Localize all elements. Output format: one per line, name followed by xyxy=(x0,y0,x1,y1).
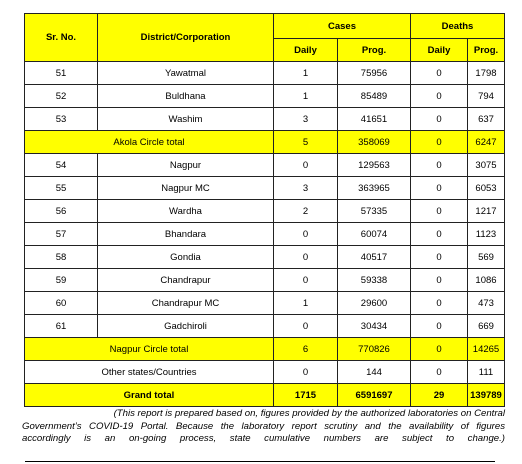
table-row xyxy=(25,108,505,131)
deaths-prog: 111 xyxy=(468,361,505,384)
district-name: Other states/Countries xyxy=(25,361,274,384)
cases-prog: 30434 xyxy=(338,315,411,338)
table-row xyxy=(25,177,505,200)
cases-prog: 75956 xyxy=(338,62,411,85)
deaths-prog: 1123 xyxy=(468,223,505,246)
deaths-daily: 0 xyxy=(411,131,468,154)
deaths-prog: 569 xyxy=(468,246,505,269)
deaths-daily: 0 xyxy=(411,154,468,177)
sr-no: 60 xyxy=(25,292,98,315)
cases-prog: 57335 xyxy=(338,200,411,223)
cases-daily: 0 xyxy=(274,269,338,292)
sr-no: 53 xyxy=(25,108,98,131)
deaths-prog: 14265 xyxy=(468,338,505,361)
cases-prog: 60074 xyxy=(338,223,411,246)
cases-daily: 1 xyxy=(274,85,338,108)
circle-total-row xyxy=(25,131,505,154)
deaths-daily: 0 xyxy=(411,223,468,246)
sr-no: 61 xyxy=(25,315,98,338)
deaths-daily: 0 xyxy=(411,85,468,108)
deaths-daily: 0 xyxy=(411,292,468,315)
grand-total-row xyxy=(25,384,505,407)
cases-prog: 59338 xyxy=(338,269,411,292)
header-deaths-prog: Prog. xyxy=(468,39,505,62)
note-line-1: (This report is prepared based on, figures provided by the authorized laboratories on Central xyxy=(113,408,505,419)
cases-prog: 144 xyxy=(338,361,411,384)
deaths-daily: 0 xyxy=(411,269,468,292)
grand-total-label: Grand total xyxy=(25,384,274,407)
sr-no: 51 xyxy=(25,62,98,85)
table-row xyxy=(25,292,505,315)
cases-daily: 0 xyxy=(274,246,338,269)
table-row xyxy=(25,315,505,338)
district-name: Nagpur Circle total xyxy=(25,338,274,361)
deaths-daily: 0 xyxy=(411,108,468,131)
district-name: Yawatmal xyxy=(98,62,274,85)
deaths-prog: 1217 xyxy=(468,200,505,223)
deaths-prog: 794 xyxy=(468,85,505,108)
header-cases-daily: Daily xyxy=(274,39,338,62)
header-deaths-daily: Daily xyxy=(411,39,468,62)
sr-no: 57 xyxy=(25,223,98,246)
header-district: District/Corporation xyxy=(98,14,274,62)
deaths-prog: 637 xyxy=(468,108,505,131)
sr-no: 58 xyxy=(25,246,98,269)
deaths-daily: 0 xyxy=(411,177,468,200)
district-name: Gadchiroli xyxy=(98,315,274,338)
deaths-prog: 3075 xyxy=(468,154,505,177)
circle-total-row xyxy=(25,338,505,361)
table-row xyxy=(25,200,505,223)
district-name: Gondia xyxy=(98,246,274,269)
grand-total-deaths-prog: 139789 xyxy=(468,384,505,407)
cases-daily: 6 xyxy=(274,338,338,361)
sr-no: 55 xyxy=(25,177,98,200)
report-note xyxy=(22,408,505,446)
table-row xyxy=(25,246,505,269)
deaths-prog: 6247 xyxy=(468,131,505,154)
district-name: Nagpur MC xyxy=(98,177,274,200)
covid-district-table xyxy=(24,13,505,407)
table-row xyxy=(25,85,505,108)
deaths-prog: 6053 xyxy=(468,177,505,200)
cases-daily: 3 xyxy=(274,177,338,200)
sr-no: 56 xyxy=(25,200,98,223)
cases-daily: 0 xyxy=(274,223,338,246)
deaths-prog: 669 xyxy=(468,315,505,338)
deaths-daily: 0 xyxy=(411,338,468,361)
grand-total-cases-daily: 1715 xyxy=(274,384,338,407)
cases-prog: 770826 xyxy=(338,338,411,361)
cases-daily: 1 xyxy=(274,62,338,85)
district-name: Chandrapur MC xyxy=(98,292,274,315)
district-name: Nagpur xyxy=(98,154,274,177)
note-line-3: accordingly is an on-going process, state cumulative numbers are subject to change.) xyxy=(22,433,505,444)
cases-prog: 41651 xyxy=(338,108,411,131)
district-name: Washim xyxy=(98,108,274,131)
table-row xyxy=(25,269,505,292)
district-name: Akola Circle total xyxy=(25,131,274,154)
cases-daily: 5 xyxy=(274,131,338,154)
district-name: Wardha xyxy=(98,200,274,223)
cases-prog: 29600 xyxy=(338,292,411,315)
header-deaths: Deaths xyxy=(411,14,505,39)
table-body xyxy=(25,62,505,384)
note-line-2: Government’s COVID-19 Portal. Because the laboratory report scrutiny and the availability of figures xyxy=(22,420,505,432)
cases-daily: 0 xyxy=(274,154,338,177)
deaths-daily: 0 xyxy=(411,200,468,223)
cases-prog: 40517 xyxy=(338,246,411,269)
cases-prog: 358069 xyxy=(338,131,411,154)
table-row xyxy=(25,361,505,384)
cases-prog: 85489 xyxy=(338,85,411,108)
table-row xyxy=(25,154,505,177)
header-cases-prog: Prog. xyxy=(338,39,411,62)
district-name: Buldhana xyxy=(98,85,274,108)
header-sr-no: Sr. No. xyxy=(25,14,98,62)
deaths-prog: 1798 xyxy=(468,62,505,85)
deaths-daily: 0 xyxy=(411,361,468,384)
district-name: Bhandara xyxy=(98,223,274,246)
cases-daily: 2 xyxy=(274,200,338,223)
header-cases: Cases xyxy=(274,14,411,39)
table-row xyxy=(25,223,505,246)
sr-no: 54 xyxy=(25,154,98,177)
grand-total-cases-prog: 6591697 xyxy=(338,384,411,407)
footer-divider xyxy=(25,461,495,462)
cases-daily: 1 xyxy=(274,292,338,315)
deaths-daily: 0 xyxy=(411,246,468,269)
deaths-prog: 1086 xyxy=(468,269,505,292)
cases-prog: 363965 xyxy=(338,177,411,200)
deaths-daily: 0 xyxy=(411,315,468,338)
cases-prog: 129563 xyxy=(338,154,411,177)
cases-daily: 0 xyxy=(274,361,338,384)
deaths-daily: 0 xyxy=(411,62,468,85)
table-row xyxy=(25,62,505,85)
district-name: Chandrapur xyxy=(98,269,274,292)
cases-daily: 0 xyxy=(274,315,338,338)
deaths-prog: 473 xyxy=(468,292,505,315)
cases-daily: 3 xyxy=(274,108,338,131)
sr-no: 52 xyxy=(25,85,98,108)
sr-no: 59 xyxy=(25,269,98,292)
grand-total-deaths-daily: 29 xyxy=(411,384,468,407)
